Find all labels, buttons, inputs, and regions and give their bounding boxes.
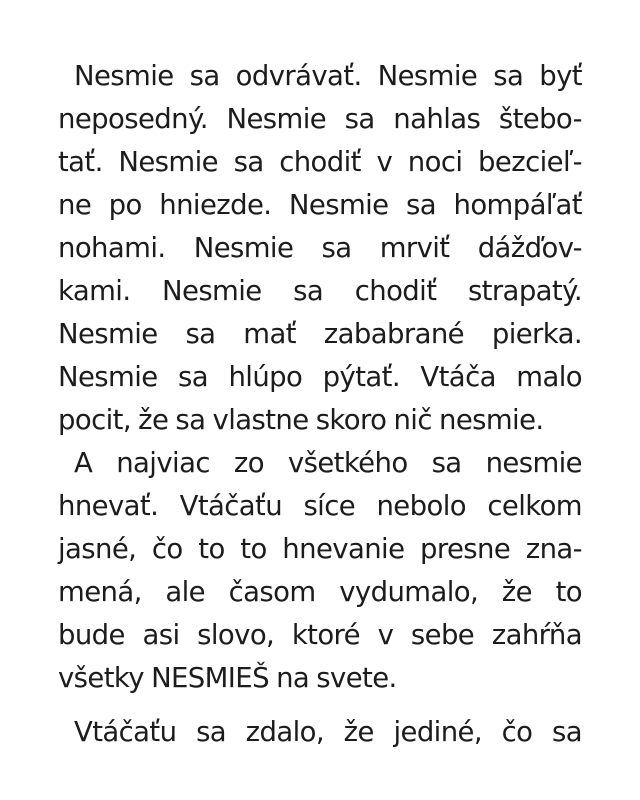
paragraph-2-line-1: A najviac zo všetkého sa nesmie bbox=[74, 447, 582, 479]
paragraph-2-line-3: jasné, čo to to hnevanie presne zna- bbox=[58, 533, 582, 565]
paragraph-1-line-3: tať. Nesmie sa chodiť v noci bezcieľ- bbox=[58, 146, 582, 178]
paragraph-1-line-4: ne po hniezde. Nesmie sa hompáľať bbox=[58, 189, 582, 221]
paragraph-1-line-2: neposedný. Nesmie sa nahlas štebo- bbox=[58, 103, 582, 135]
paragraph-1-line-9: pocit, že sa vlastne skoro nič nesmie. bbox=[58, 404, 544, 436]
paragraph-3-line-1: Vtáčaťu sa zdalo, že jediné, čo sa bbox=[74, 716, 582, 748]
paragraph-2-line-2: hnevať. Vtáčaťu síce nebolo celkom bbox=[58, 490, 582, 522]
paragraph-2-line-5: bude asi slovo, ktoré v sebe zahŕňa bbox=[58, 619, 582, 651]
paragraph-1-line-1: Nesmie sa odvrávať. Nesmie sa byť bbox=[74, 60, 582, 92]
paragraph-1-line-7: Nesmie sa mať zababrané pierka. bbox=[58, 318, 582, 350]
paragraph-2-line-4: mená, ale časom vydumalo, že to bbox=[58, 576, 582, 608]
paragraph-1-line-5: nohami. Nesmie sa mrviť dážďov- bbox=[58, 232, 582, 264]
paragraph-2-line-6: všetky NESMIEŠ na svete. bbox=[58, 662, 397, 694]
paragraph-1-line-8: Nesmie sa hlúpo pýtať. Vtáča malo bbox=[58, 361, 582, 393]
paragraph-1-line-6: kami. Nesmie sa chodiť strapatý. bbox=[58, 275, 582, 307]
